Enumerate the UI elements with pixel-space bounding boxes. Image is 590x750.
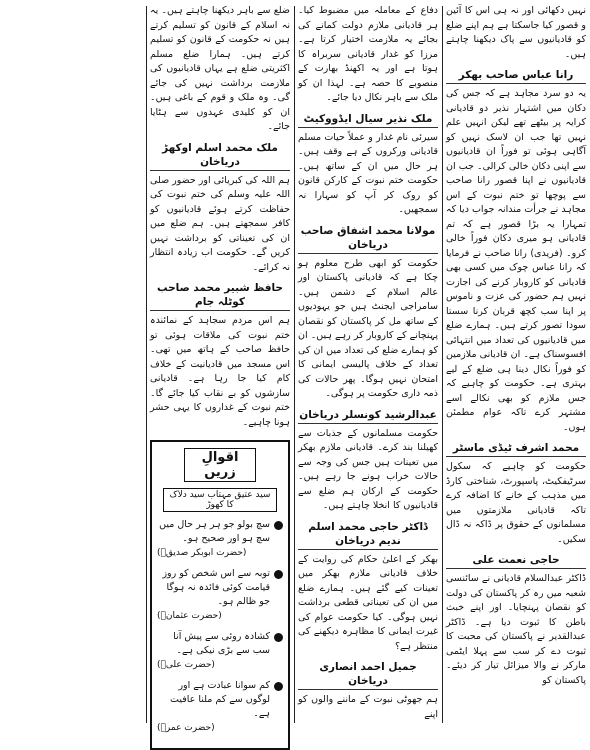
article — [298, 660, 438, 722]
quote-text: کشادہ روئی سے پیش آنا سب سے بڑی نیکی ہے۔ — [173, 631, 270, 656]
article-heading: ملک محمد اسلم اوکھڑ دریاخان — [150, 141, 290, 171]
article-heading: عبدالرشید کونسلر دریاخان — [298, 408, 438, 424]
article-body: سیرئی نام غدار و عملاً حیات مسلم قادیانی ورکروں کے ہے وقف ہیں۔ ہر حال میں ان کے ساتھ ہیں۔ حکومت ختم نبوت کے کارکن قانون کو روک کر آپ کو سہارا نہ سمجھیں۔ — [298, 131, 438, 215]
article-body: یہ دو سرد مجاہد ہے کہ جس کی دکان میں اشتہار نذیر دو قادیانی کرایہ پر بیٹھے تھے لیکن انہیں علم نہیں تھا جب ان لاسک نہیں کو آگاہی ہوئی تو فوراً ان قادیانیوں سے اپنی دکان خالی کرالی۔ جب ان قادیانیوں نے اپنا قصور رانا صاحب سے پوچھا تو ختم نبوت کے اس مجاہد نے جرأت مندانہ جواب دیا کہ تمہارا یہ بڑا قصور ہے کہ تم قادیانی ہو میری دکان فوراً خالی کرو۔ (فریدی) رانا صاحب نے فرمایا کہ رانا عباس چوک میں کسی بھی قادیانی کو کاروبار کرنے کی اجازت نہیں ہم حضور کی عزت و ناموس پر اپنا سب کچھ قربان کرنا سستا سودا تصور کرتے ہیں۔ ہمارے ضلع میں قادیانیوں کی تعداد میں انتہائی افسوسناک ہے۔ ان قادیانی ملازمین کو فوراً نکال دینا ہی ضلع کے لیے بہتری ہے۔ حکومت کو چاہیے کہ جس ملازم کو بھی نکالے اسے مشتہر کرے تاکہ عوام مطمئن ہوں۔ — [446, 88, 586, 433]
quote-source: (حضرت عمرؓ) — [157, 723, 215, 733]
article-body: حکومت کو ابھی طرح معلوم ہو چکا ہے کہ قادیانی پاکستان اور عالم اسلام کے دشمن ہیں۔ سامراجی ایجنٹ ہیں جو یہودیوں کے ساتھ مل کر پاکستان کو نقصان پہنچانے کے کاروبار کر رہے ہیں۔ ان کو ہمارے ضلع کی تعداد میں ان کی تعداد کے خلاف پالیسی ایمانی کا امتحان نہیں ہوگا۔ پھر حالات کی ذمہ داری حکومت پر ہوگی۔ — [298, 257, 438, 399]
article — [298, 112, 438, 218]
column-divider — [294, 6, 295, 723]
quote-source: (حضرت عثمانؓ) — [157, 611, 222, 621]
article-heading: حافظ شبیر محمد صاحب کوٹلہ جام — [150, 281, 290, 311]
article-body: حکومت کو چاہیے کہ سکول سرٹیفکیٹ، پاسپورٹ، شناختی کارڈ میں مذہب کے خانے کا اضافہ کرے تاکہ قادیانی ملازمتوں میں مسلمانوں کے حقوق پر ڈاکہ نہ ڈال سکیں۔ — [446, 461, 586, 545]
article-body: حکومت مسلمانوں کے جذبات سے کھیلنا بند کرے۔ قادیانی ملازم بھکر میں تعینات ہیں جس کی وجہ سے حالات خراب ہونے جا رہے ہیں۔ حکومت کے ارکان ہم ضلع سے قادیانیوں کا انخلا چاہتے ہیں۔ — [298, 427, 438, 511]
quote-item — [157, 567, 283, 623]
column-3 — [150, 4, 290, 733]
article-body: دفاع کے معاملہ میں مضبوط کیا۔ ہر قادیانی ملازم دولت کمانے کی بجائے یہ ملازمت اختیار کرتا ہے۔ مرزا کو غدار قادیانی سربراہ کا ہوتا ہے اور یہ اکھنڈ بھارت کے منصوبے کا حصہ ہے۔ لہذا ان کو ملک سے باہر نکال دیا جائے۔ — [298, 5, 438, 103]
article — [298, 224, 438, 402]
article-heading: ڈاکٹر حاجی محمد اسلم ندیم دریاخان — [298, 520, 438, 550]
article-heading: مولانا محمد اشفاق صاحب دریاخان — [298, 224, 438, 254]
quote-item — [157, 679, 283, 735]
article-heading: حاجی نعمت علی — [446, 553, 586, 569]
article-body: ہم جھوٹی نبوت کے ماننے والوں کو اپنے — [298, 694, 438, 720]
column-divider — [442, 6, 443, 723]
bullet-icon — [274, 570, 283, 579]
quote-source: (حضرت ابوبکر صدیقؓ) — [157, 548, 247, 558]
quote-text: سچ بولو جو ہر ہر حال میں سچ ہو اور صحیح ہو۔ — [159, 519, 270, 544]
column-divider — [146, 6, 147, 723]
column-2 — [298, 4, 438, 725]
quote-text: توبہ سے اس شخص کو روز قیامت کوئی فائدہ نہ ہوگا جو ظالم ہو۔ — [162, 568, 270, 607]
article-body: نہیں دکھائی اور نہ ہی اس کا آئین و قصور کیا جاسکتا ہے ہم اپنے ضلع کو قادیانیوں سے پاک دیکھنا چاہتے ہیں۔ — [446, 5, 586, 60]
quote-item — [157, 518, 283, 560]
article — [446, 68, 586, 435]
article-body: ضلع سے باہر دیکھنا چاہتے ہیں۔ یہ نہ اسلام کے قانون کو تسلیم کرتے ہیں نہ حکومت کے قانون کو تسلیم کرتے ہیں۔ ہمارا ضلع مسلم اکثریتی ضلع ہے یہاں قادیانیوں کی ملازمت برداشت نہیں کی جائے گی۔ وہ ملک و قوم کے باغی ہیں۔ ان کو کلیدی عہدوں سے ہٹایا جائے۔ — [150, 5, 290, 132]
quote-box-title: اقوالِ زریں — [184, 448, 256, 482]
article — [298, 520, 438, 655]
quote-box-caption: سید عتیق مہتاب سید دلاک کا کھوڑ — [163, 488, 277, 512]
column-1 — [446, 4, 586, 725]
bullet-icon — [274, 633, 283, 642]
article — [298, 408, 438, 514]
article-heading: ملک نذیر سیال ایڈووکیٹ — [298, 112, 438, 128]
article — [446, 4, 586, 62]
column-4 — [4, 4, 142, 725]
bullet-icon — [274, 521, 283, 530]
article-body: ڈاکٹر عبدالسلام قادیانی نے سائنسی شعبہ میں رہ کر پاکستان کی دولت کو نقصان پہنچایا۔ اور اپنے خبث باطن کا ثبوت دیا ہے۔ ڈاکٹر عبدالقدیر نے پاکستان کی محبت کا ثبوت دے کر سب سے پہلا ایٹمی مارکر نے والا میزائل تیار کر دیئے۔ پاکستان کو — [446, 573, 586, 686]
article-body: ہم اللہ کی کبریائی اور حضور صلی اللہ علیہ وسلم کی ختم نبوت کی حفاظت کرتے ہوئے قادیانیوں کو کافر سمجھتے ہیں۔ ہم ضلع میں ان کی تعیناتی کو برداشت نہیں کریں گے۔ حکومت اب زیادہ انتظار نہ کرائے۔ — [150, 174, 290, 273]
article — [150, 141, 290, 276]
article-heading: محمد اشرف ٹیڈی ماسٹر — [446, 441, 586, 457]
article — [446, 553, 586, 688]
article — [150, 281, 290, 430]
article-body: بھکر کے اعلیٰ حکام کی روایت کے خلاف قادیانی ملازم بھکر میں تعینات کیے گئے ہیں۔ ہمارے ضلع میں ان کی تعیناتی قطعی برداشت نہیں ہوگی۔ کیا حکومت عوام کی غیرت ایمانی کا مظاہرہ دیکھنے کی منتظر ہے؟ — [298, 553, 438, 652]
quote-box — [150, 440, 290, 750]
bullet-icon — [274, 682, 283, 691]
article — [298, 4, 438, 106]
quote-item — [157, 630, 283, 672]
article-heading: جمیل احمد انصاری دریاخان — [298, 660, 438, 690]
article-body: ہم اس مردم سجاہد کے نمائندہ ختم نبوت کی ملاقات ہوئی تو حافظ صاحب کے ہاتھ میں تھی۔ اس مسجد میں قادیانیت کے خلاف کام کیا جا رہا ہے۔ قادیانی سازشوں کو بے نقاب کیا جائے گا۔ ختم نبوت کے غداروں کا یہی حشر ہونا چاہیے۔ — [150, 315, 290, 428]
article — [150, 4, 290, 135]
quote-source: (حضرت علیؓ) — [157, 660, 215, 670]
quote-text: کم سوانا عبادت ہے اور لوگوں سے کم ملنا عافیت ہے۔ — [170, 680, 270, 719]
article — [446, 441, 586, 547]
article-heading: رانا عباس صاحب بھکر — [446, 68, 586, 84]
